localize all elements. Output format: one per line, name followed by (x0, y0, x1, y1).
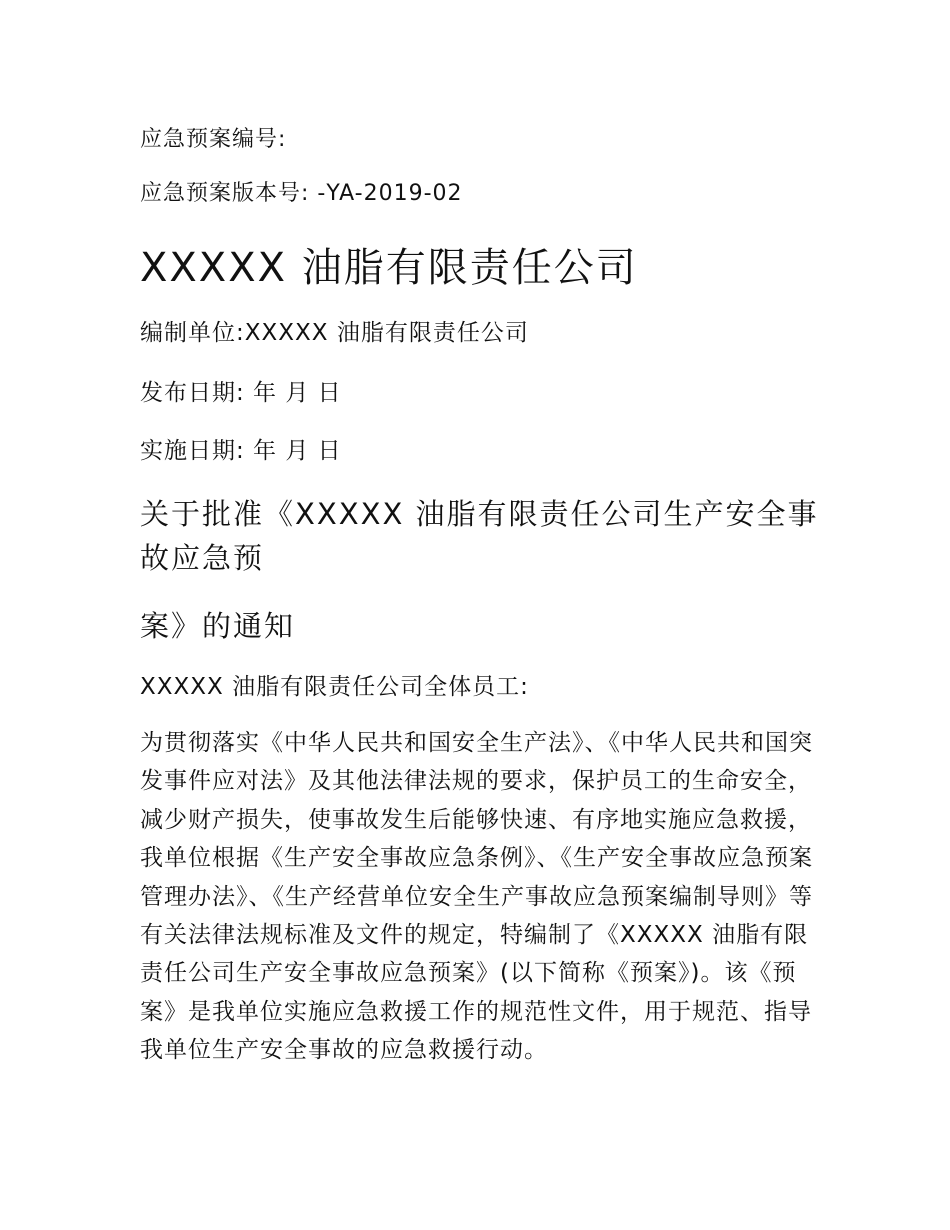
compiled-by: 编制单位:XXXXX 油脂有限责任公司 (140, 320, 529, 346)
release-date: 发布日期: 年 月 日 (140, 380, 342, 406)
body-paragraph: 为贯彻落实《中华人民共和国安全生产法》、《中华人民共和国突发事件应对法》及其他法律法规的要求，保护员工的生命安全，减少财产损失，使事故发生后能够快速、有序地实施应急救援，我单位根据《生产安全事故应急条例》、《生产安全事故应急预案管理办法》、《生产经营单位安全生产事故应急预案编制导则》等有关法律法规标准及文件的规定，特编制了《XXXXX 油脂有限责任公司生产安全事故应急预案》(以下简称《预案》)。该《预案》是我单位实施应急救援工作的规范性文件，用于规范、指导我单位生产安全事故的应急救援行动。 (140, 730, 813, 1064)
notice-title-continued: 案》的通知 (140, 609, 296, 643)
salutation: XXXXX 油脂有限责任公司全体员工: (140, 674, 529, 700)
notice-title: 关于批准《XXXXX 油脂有限责任公司生产安全事故应急预 (140, 497, 819, 575)
implementation-date: 实施日期: 年 月 日 (140, 438, 342, 464)
company-title: XXXXX 油脂有限责任公司 (140, 245, 638, 291)
plan-number-label: 应急预案编号: (140, 127, 287, 152)
plan-version-line: 应急预案版本号: -YA-2019-02 (140, 181, 463, 206)
